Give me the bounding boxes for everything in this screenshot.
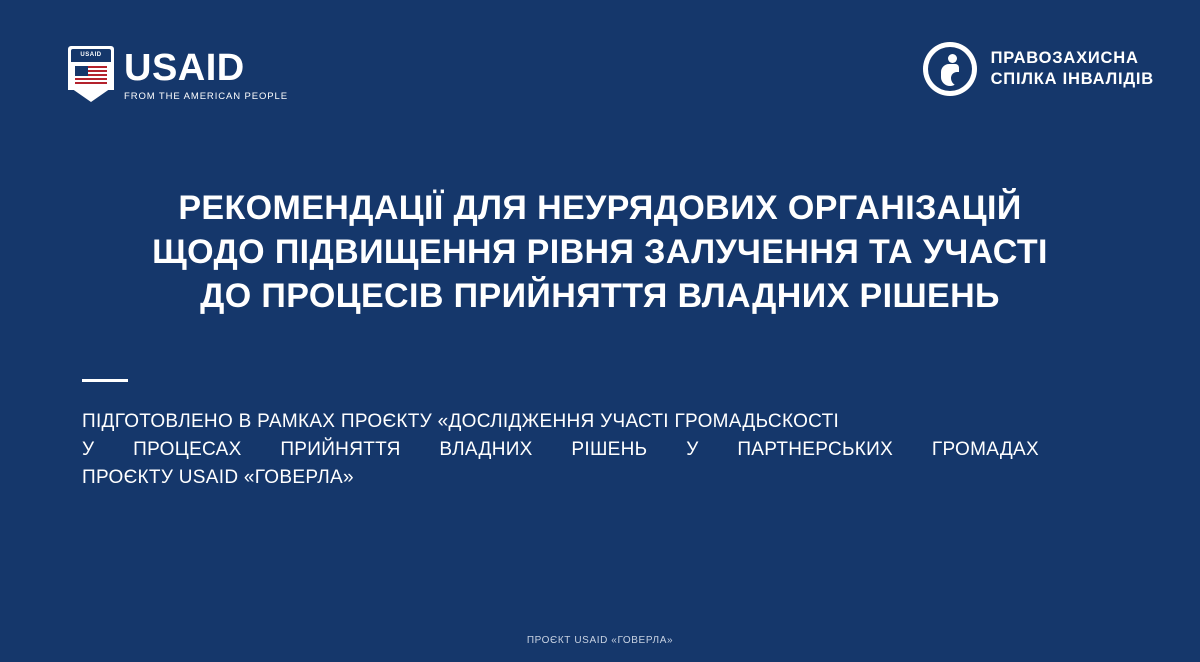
subtitle-line-2-word: ГРОМАДАХ bbox=[931, 439, 1039, 460]
subtitle-line-2-word: ПРОЦЕСАХ bbox=[133, 439, 242, 460]
slide-header bbox=[0, 0, 1200, 132]
partner-logo-line2: СПІЛКА ІНВАЛІДІВ bbox=[990, 70, 1154, 88]
subtitle-line-2-word: У bbox=[686, 439, 699, 460]
partner-logo-line1: ПРАВОЗАХИСНА bbox=[990, 49, 1139, 67]
title-line-1: РЕКОМЕНДАЦІЇ ДЛЯ НЕУРЯДОВИХ ОРГАНІЗАЦІЙ bbox=[178, 189, 1022, 227]
subtitle-line-2-word: ПРИЙНЯТТЯ bbox=[280, 439, 401, 460]
partner-logo bbox=[923, 42, 1154, 96]
usaid-wordmark bbox=[124, 46, 288, 102]
partner-logo-text bbox=[991, 48, 1154, 90]
subtitle-line-1: ПІДГОТОВЛЕНО В РАМКАХ ПРОЄКТУ «ДОСЛІДЖЕННЯ УЧАСТІ ГРОМАДЬСКОСТІ bbox=[82, 411, 840, 432]
usaid-wordmark-text: USAID bbox=[124, 47, 245, 89]
subtitle-line-2 bbox=[82, 436, 1039, 464]
page-title bbox=[0, 186, 1200, 318]
subtitle-line-2-word: РІШЕНЬ bbox=[571, 439, 648, 460]
subtitle-line-2-word: ВЛАДНИХ bbox=[439, 439, 533, 460]
usaid-logo bbox=[68, 46, 288, 108]
subtitle-line-3: ПРОЄКТУ USAID «ГОВЕРЛА» bbox=[82, 467, 354, 488]
subtitle-line-2-word: ПАРТНЕРСЬКИХ bbox=[737, 439, 894, 460]
title-divider bbox=[82, 379, 128, 382]
subtitle bbox=[82, 408, 1042, 492]
usaid-shield-icon bbox=[68, 46, 114, 102]
slide-footer bbox=[0, 630, 1200, 648]
usaid-tagline: FROM THE AMERICAN PEOPLE bbox=[124, 91, 288, 102]
footer-text: ПРОЄКТ USAID «ГОВЕРЛА» bbox=[526, 635, 674, 646]
title-line-2: ЩОДО ПІДВИЩЕННЯ РІВНЯ ЗАЛУЧЕННЯ ТА УЧАСТІ bbox=[152, 233, 1048, 271]
person-in-circle-icon bbox=[923, 42, 977, 96]
subtitle-line-2-word: У bbox=[82, 439, 95, 460]
title-line-3: ДО ПРОЦЕСІВ ПРИЙНЯТТЯ ВЛАДНИХ РІШЕНЬ bbox=[200, 277, 1000, 315]
usaid-shield-label: USAID bbox=[71, 49, 111, 62]
